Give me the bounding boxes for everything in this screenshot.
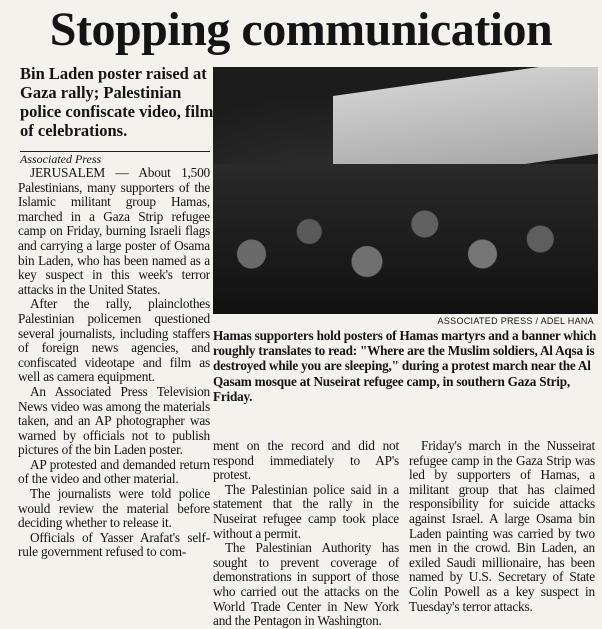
crowd [213,164,598,314]
paragraph: An Associated Press Television News video was among the materials taken, and an AP photographer was warned by officials not to publish pictures of the bin Laden poster. [18,383,210,458]
paragraph: ment on the record and did not respond immediately to AP's protest. [213,438,399,483]
news-photo [213,67,598,314]
paragraph: The Palestinian Authority has sought to prevent coverage of demonstrations in support of those who carried out the attacks on the World Trade Center in New York and the Pentagon in Washington. [213,540,399,629]
paragraph: Officials of Yasser Arafat's self-rule government refused to com- [18,529,210,560]
byline: Associated Press [20,152,102,166]
article-column-2 [213,439,399,629]
article-column-1 [18,166,210,560]
photo-caption: Hamas supporters hold posters of Hamas martyrs and a banner which roughly translates to read: "Where are the Muslim soldiers, Al Aqsa is destroyed while you are sleeping," during a protest march near the Al Qasam mosque at Nuseirat refugee camp, in southern Gaza Strip, Friday. [213,328,597,404]
paragraph: After the rally, plainclothes Palestinian policemen questioned several journalists, including staffers of foreign news agencies, and confiscated videotape and film as well as camera equipment. [18,296,210,385]
paragraph: AP protested and demanded return of the video and other material. [18,456,210,487]
deck-subheadline: Bin Laden poster raised at Gaza rally; Palestinian police confiscate video, film of celebrations. [20,64,214,140]
photo-credit: ASSOCIATED PRESS / ADEL HANA [437,316,594,326]
paragraph: The journalists were told police would review the material before deciding whether to release it. [18,486,210,531]
headline: Stopping communication [49,3,553,56]
paragraph: JERUSALEM — About 1,500 Palestinians, many supporters of the Islamic militant group Hamas, marched in a Gaza Strip refugee camp on Friday, burning Israeli flags and carrying a large poster of Osama bin Laden, who has been named as a key suspect in this week's terror attacks in the United States. [18,165,210,297]
paragraph: The Palestinian police said in a statement that the rally in the Nuseirat refugee camp took place without a permit. [213,481,399,541]
paragraph: Friday's march in the Nusseirat refugee camp in the Gaza Strip was led by supporters of Hamas, a militant group that has claimed responsibility for suicide attacks against Israel. A large Osama bin Laden painting was carried by two men in the crowd. Bin Laden, an exiled Saudi millionaire, has been named by U.S. Secretary of State Colin Powell as a key suspect in Tuesday's terror attacks. [409,438,595,614]
article-column-3 [409,439,595,614]
